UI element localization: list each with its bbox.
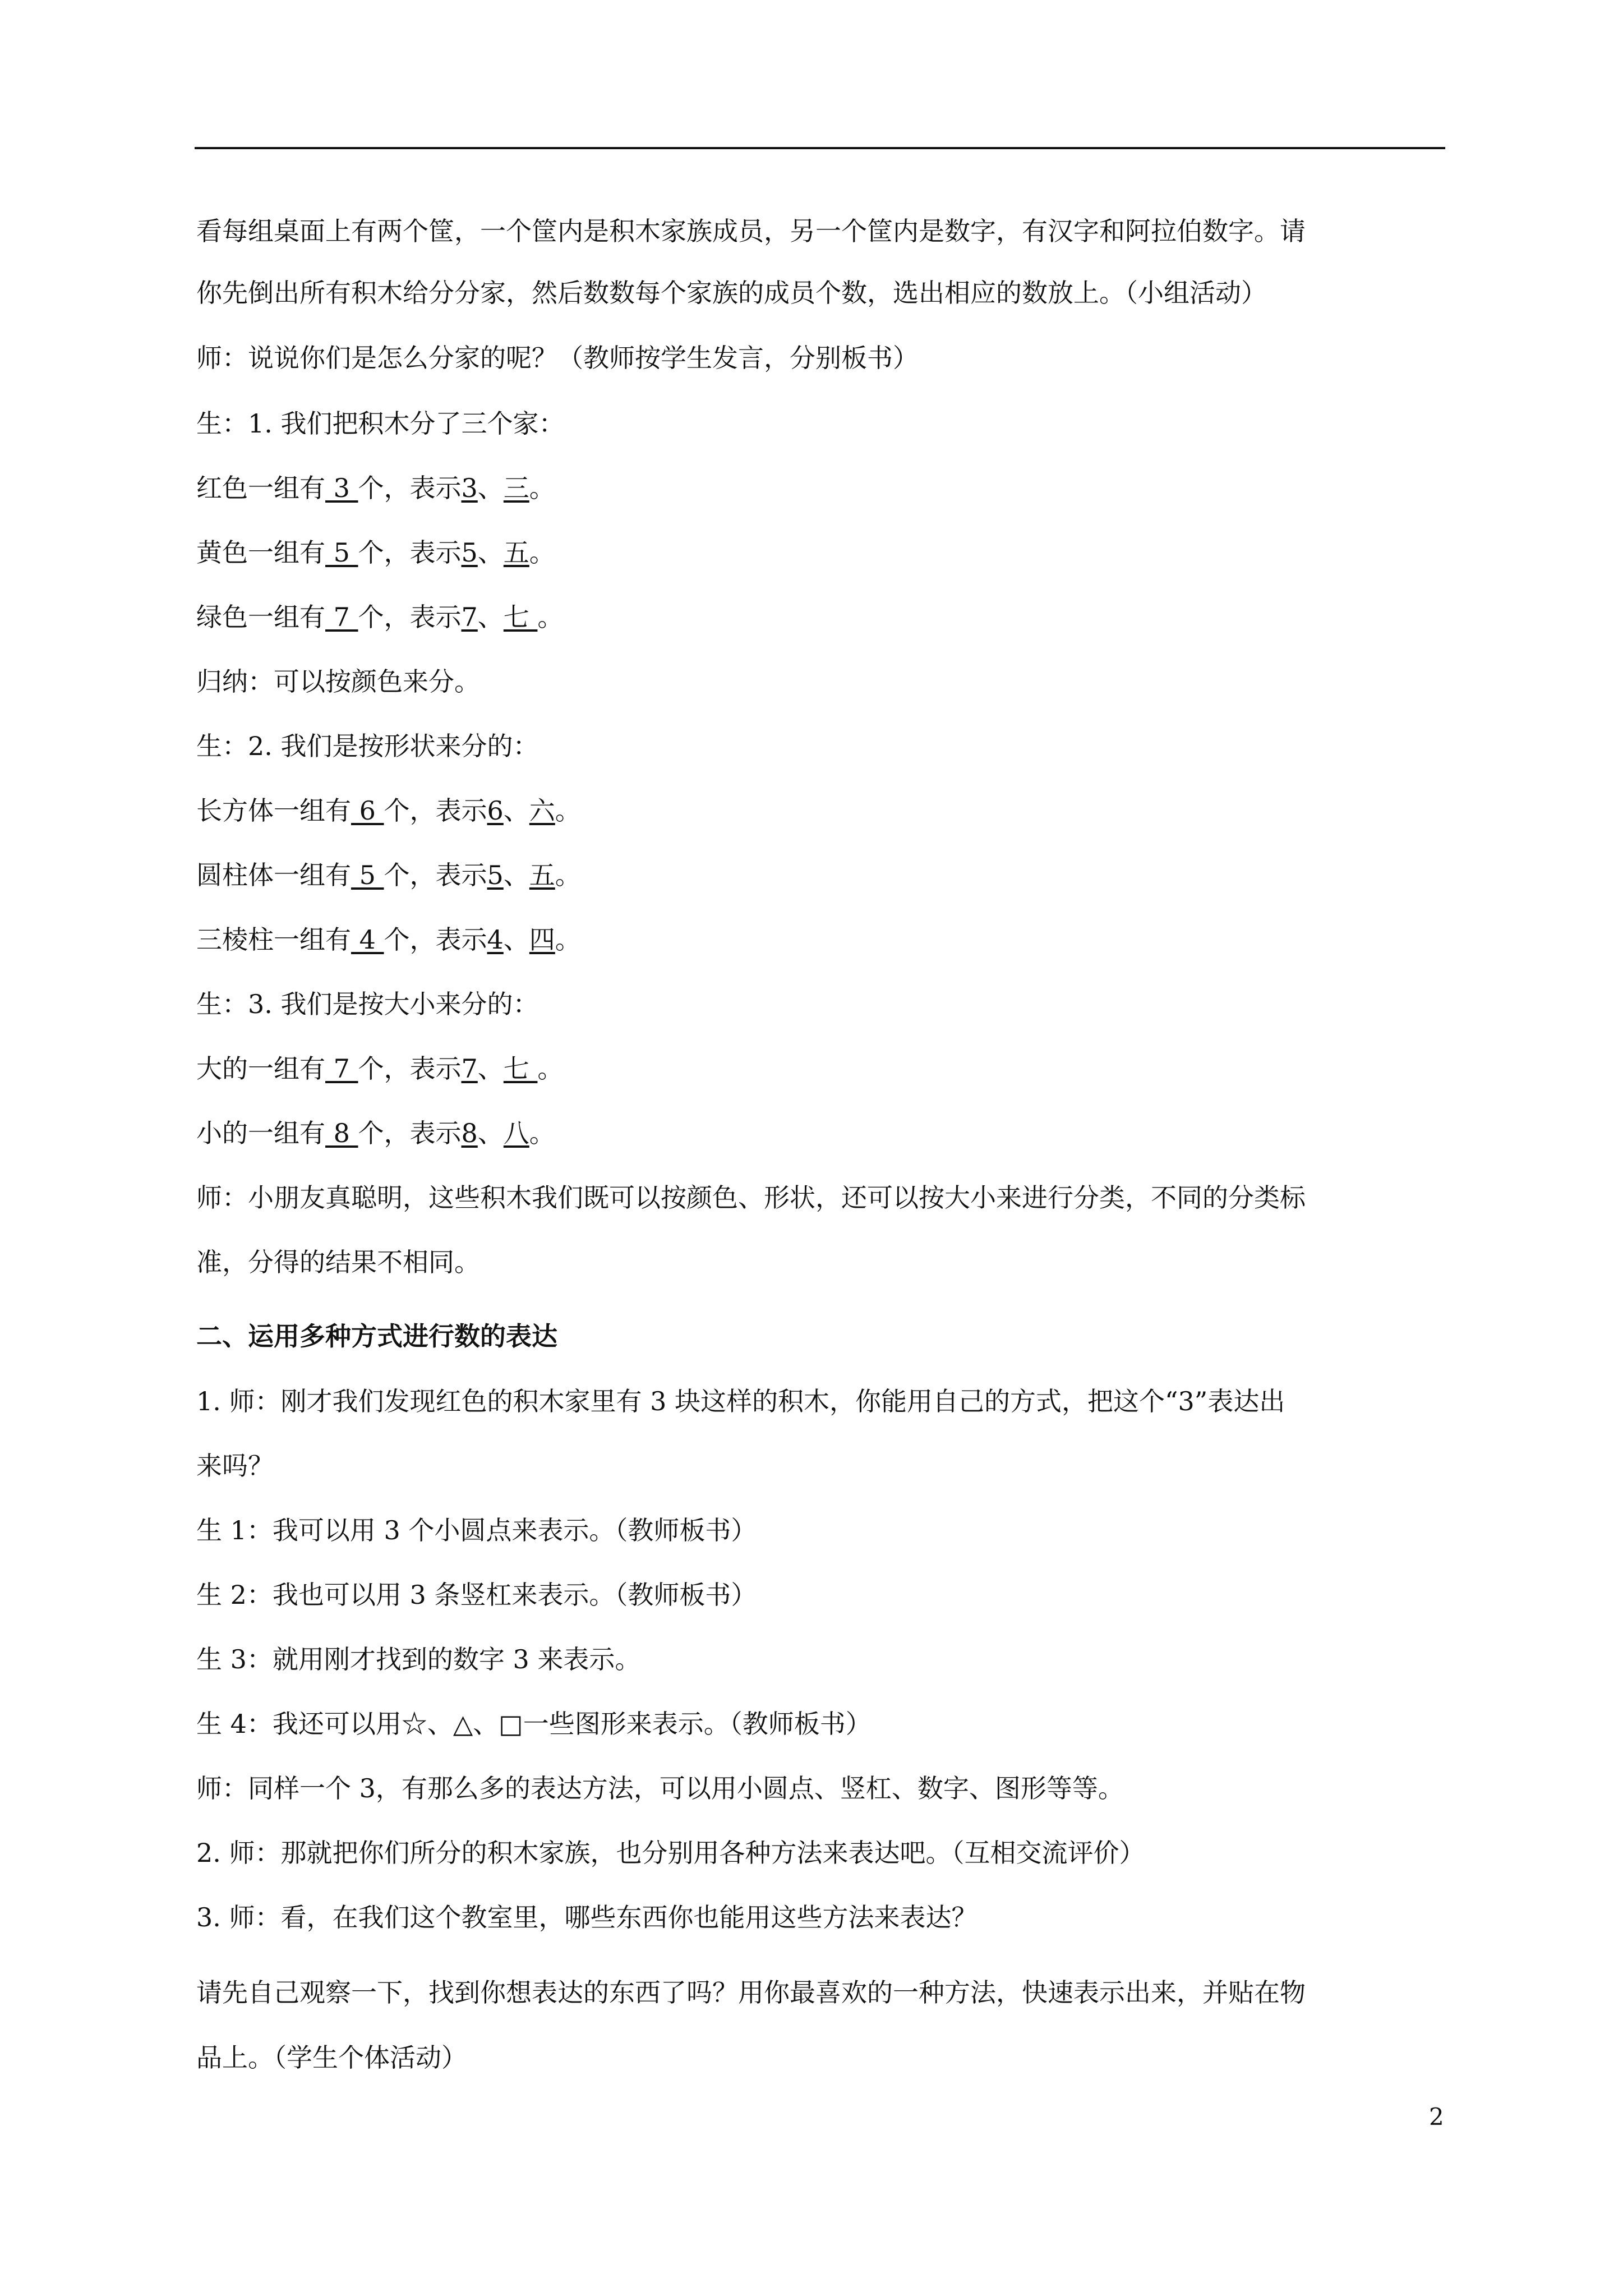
filled-blank: 七 [503,1053,538,1084]
text-line: 归纳：可以按颜色来分。 [196,666,480,697]
text-line: 生 3：就用刚才找到的数字 3 来表示。 [196,1644,641,1674]
list-item: 圆柱体一组有 5 个，表示5、五。 [196,860,581,890]
list-item: 小的一组有 8 个，表示8、八。 [196,1118,555,1148]
text-line: 品上。（学生个体活动） [196,2042,467,2073]
filled-blank: 5 [325,537,358,568]
filled-blank: 4 [351,924,384,955]
text-line: 生 2：我也可以用 3 条竖杠来表示。（教师板书） [196,1580,757,1610]
text-line: 1. 师：刚才我们发现红色的积木家里有 3 块这样的积木，你能用自己的方式，把这个“3”表达出 [196,1386,1285,1416]
list-item: 长方体一组有 6 个，表示6、六。 [196,795,581,826]
list-item: 绿色一组有 7 个，表示7、七 。 [196,602,564,632]
list-item: 三棱柱一组有 4 个，表示4、四。 [196,924,581,955]
filled-blank: 7 [325,1053,358,1084]
list-item: 黄色一组有 5 个，表示5、五。 [196,537,555,568]
filled-blank: 7 [461,1053,478,1084]
filled-blank: 5 [487,860,504,890]
list-item: 红色一组有 3 个，表示3、三。 [196,473,555,503]
filled-blank: 六 [529,795,555,826]
filled-blank: 8 [325,1118,358,1148]
text-line: 生 1：我可以用 3 个小圆点来表示。（教师板书） [196,1515,757,1545]
filled-blank: 8 [461,1118,478,1148]
header-rule [195,147,1445,149]
text-line: 生 4：我还可以用☆、△、□一些图形来表示。（教师板书） [196,1709,872,1739]
section-heading: 二、运用多种方式进行数的表达 [196,1321,557,1351]
filled-blank: 3 [325,473,358,503]
filled-blank: 6 [487,795,504,826]
text-line: 师：说说你们是怎么分家的呢？（教师按学生发言，分别板书） [196,343,919,373]
text-line: 准，分得的结果不相同。 [196,1247,480,1277]
text-line: 3. 师：看，在我们这个教室里，哪些东西你也能用这些方法来表达？ [196,1902,978,1932]
text-line: 来吗？ [196,1451,274,1481]
text-line: 请先自己观察一下，找到你想表达的东西了吗？用你最喜欢的一种方法，快速表示出来，并贴在物 [196,1977,1306,2008]
text-line: 生：2. 我们是按形状来分的： [196,731,539,761]
filled-blank: 七 [503,602,538,632]
text-line: 生：3. 我们是按大小来分的： [196,989,539,1019]
page-number: 2 [1429,2103,1444,2131]
filled-blank: 八 [503,1118,529,1148]
filled-blank: 4 [487,924,504,955]
filled-blank: 3 [461,473,478,503]
text-line: 你先倒出所有积木给分分家，然后数数每个家族的成员个数，选出相应的数放上。（小组活动） [196,278,1267,308]
filled-blank: 四 [529,924,555,955]
filled-blank: 7 [461,602,478,632]
text-line: 2. 师：那就把你们所分的积木家族，也分别用各种方法来表达吧。（互相交流评价） [196,1838,1145,1868]
filled-blank: 5 [461,537,478,568]
text-line: 师：同样一个 3，有那么多的表达方法，可以用小圆点、竖杠、数字、图形等等。 [196,1773,1124,1803]
text-line: 看每组桌面上有两个筐，一个筐内是积木家族成员，另一个筐内是数字，有汉字和阿拉伯数字。请 [196,216,1306,246]
filled-blank: 5 [351,860,384,890]
filled-blank: 五 [503,537,529,568]
filled-blank: 五 [529,860,555,890]
filled-blank: 6 [351,795,384,826]
text-line: 师：小朋友真聪明，这些积木我们既可以按颜色、形状，还可以按大小来进行分类，不同的分类标 [196,1182,1306,1213]
filled-blank: 7 [325,602,358,632]
list-item: 大的一组有 7 个，表示7、七 。 [196,1053,564,1084]
text-line: 生：1. 我们把积木分了三个家： [196,408,565,439]
filled-blank: 三 [503,473,529,503]
